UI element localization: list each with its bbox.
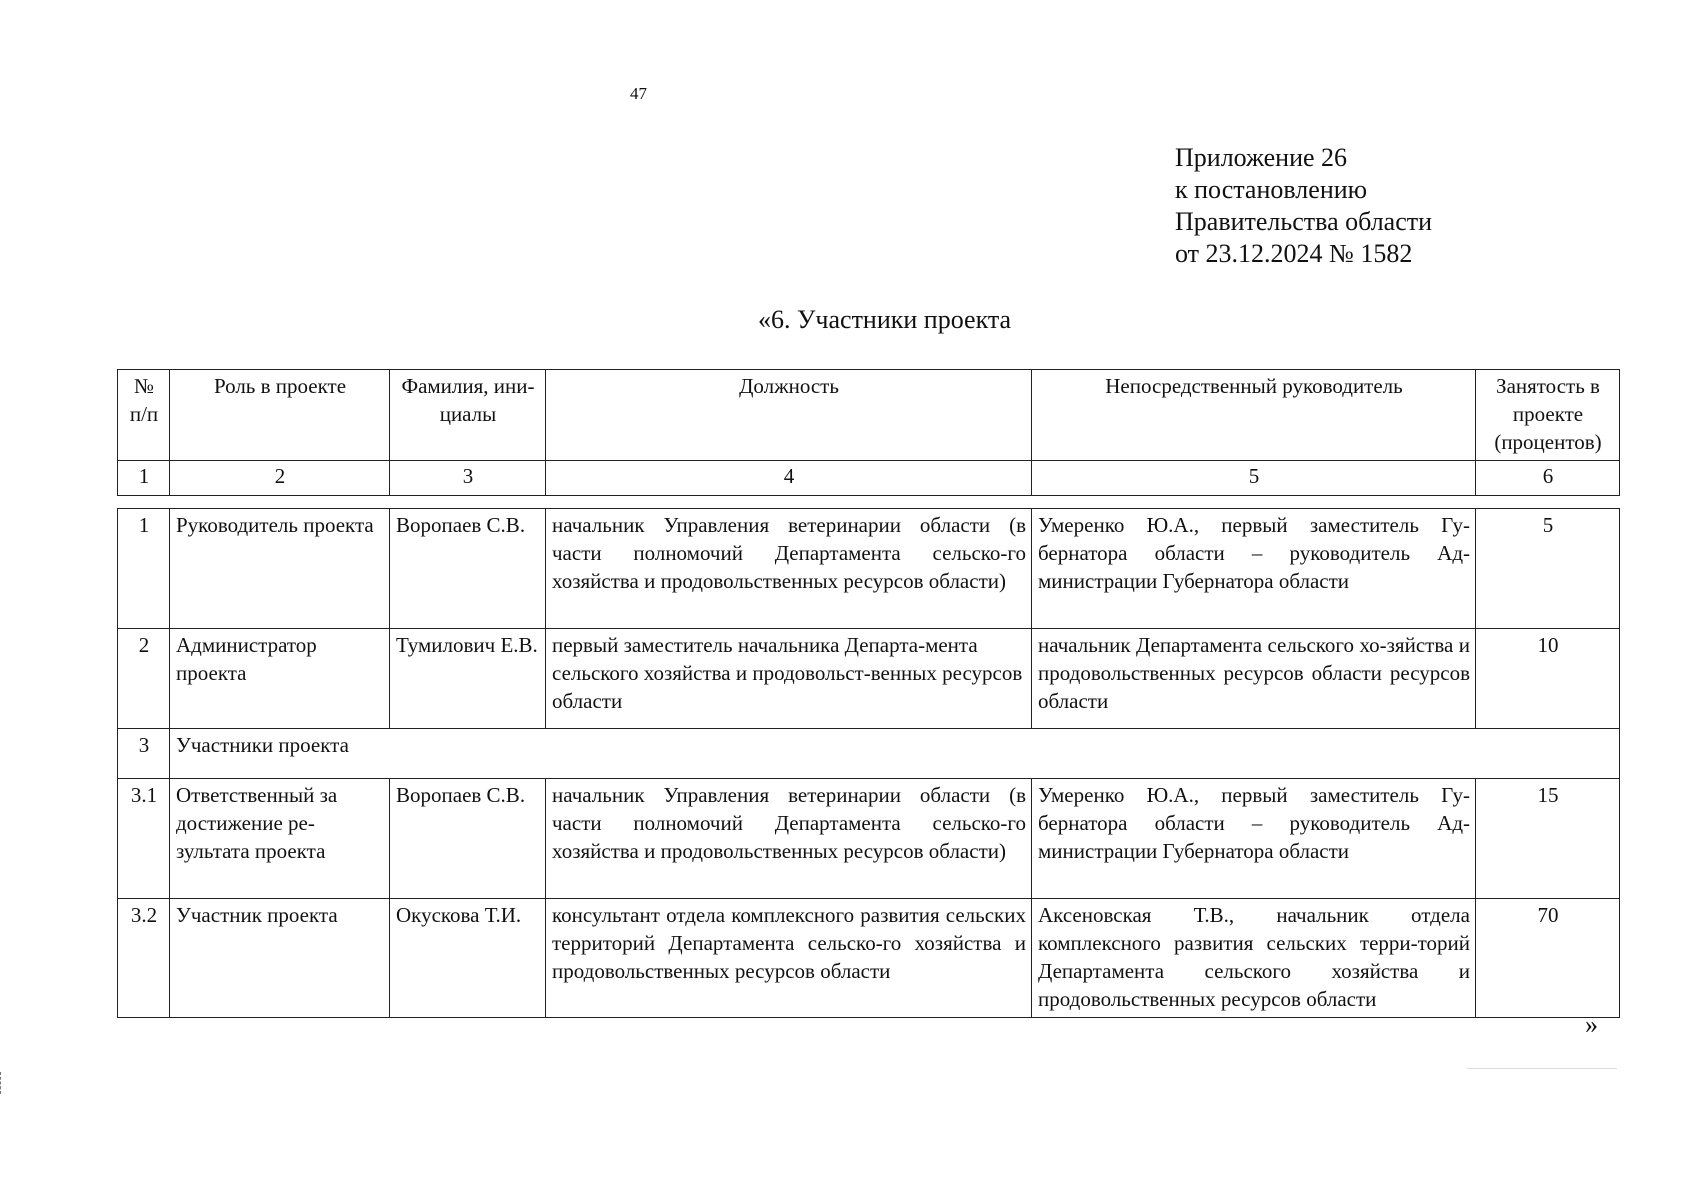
row-supervisor: Аксеновская Т.В., начальник отдела комплексного развития сельских терри-торий Департамента сельского хозяйства и продовольственных ресурсов области	[1032, 899, 1476, 1018]
appendix-reference	[1175, 142, 1432, 270]
page-number: 47	[630, 84, 647, 103]
row-supervisor: Умеренко Ю.А., первый заместитель Гу-бернатора области – руководитель Ад-министрации Губернатора области	[1032, 779, 1476, 899]
row-supervisor: Умеренко Ю.А., первый заместитель Гу-бернатора области – руководитель Ад-министрации Губернатора области	[1032, 509, 1476, 629]
appendix-line: Приложение 26	[1175, 143, 1348, 172]
participants-table	[117, 369, 1620, 1018]
scan-margin-mark	[0, 1072, 4, 1094]
row-role: Участник проекта	[170, 899, 390, 1018]
header-name: Фамилия, ини-циалы	[390, 370, 546, 461]
spacer-row	[118, 496, 1620, 509]
row-position: консультант отдела комплексного развития сельских территорий Департамента сельско-го хозяйства и продовольственных ресурсов области	[546, 899, 1032, 1018]
header-role: Роль в проекте	[170, 370, 390, 461]
row-role: Администратор проекта	[170, 629, 390, 729]
row-name: Тумилович Е.В.	[390, 629, 546, 729]
column-number: 1	[118, 461, 170, 496]
row-num: 2	[118, 629, 170, 729]
table-header-row	[118, 370, 1620, 461]
appendix-line: Правительства области	[1175, 207, 1433, 236]
row-name: Окускова Т.И.	[390, 899, 546, 1018]
row-role: Ответственный за достижение ре-зультата проекта	[170, 779, 390, 899]
row-position: первый заместитель начальника Департа-мента сельского хозяйства и продовольст-венных ресурсов области	[546, 629, 1032, 729]
table-row	[118, 779, 1620, 899]
row-employment: 15	[1476, 779, 1620, 899]
row-employment: 70	[1476, 899, 1620, 1018]
row-employment: 10	[1476, 629, 1620, 729]
group-row	[118, 729, 1620, 779]
column-number: 2	[170, 461, 390, 496]
row-num: 3.2	[118, 899, 170, 1018]
appendix-line: к постановлению	[1175, 175, 1368, 204]
column-number: 5	[1032, 461, 1476, 496]
row-supervisor: начальник Департамента сельского хо-зяйства и продовольственных ресурсов области ресурсов области	[1032, 629, 1476, 729]
row-role: Руководитель проекта	[170, 509, 390, 629]
row-name: Воропаев С.В.	[390, 509, 546, 629]
column-number: 4	[546, 461, 1032, 496]
row-num: 1	[118, 509, 170, 629]
header-supervisor: Непосредственный руководитель	[1032, 370, 1476, 461]
column-number-row	[118, 461, 1620, 496]
table-row	[118, 899, 1620, 1018]
row-num: 3.1	[118, 779, 170, 899]
header-num: № п/п	[118, 370, 170, 461]
header-employment: Занятость в проекте (процентов)	[1476, 370, 1620, 461]
header-position: Должность	[546, 370, 1032, 461]
column-number: 3	[390, 461, 546, 496]
scan-artifact-line	[1467, 1068, 1617, 1069]
table-row	[118, 509, 1620, 629]
group-label: Участники проекта	[170, 729, 1620, 779]
row-position: начальник Управления ветеринарии области (в части полномочий Департамента сельско-го хозяйства и продовольственных ресурсов области)	[546, 509, 1032, 629]
closing-quote: »	[1585, 1010, 1598, 1039]
section-title: «6. Участники проекта	[758, 305, 1012, 334]
table-row	[118, 629, 1620, 729]
appendix-line: от 23.12.2024 № 1582	[1175, 239, 1413, 268]
row-position: начальник Управления ветеринарии области (в части полномочий Департамента сельско-го хозяйства и продовольственных ресурсов области)	[546, 779, 1032, 899]
row-employment: 5	[1476, 509, 1620, 629]
row-name: Воропаев С.В.	[390, 779, 546, 899]
column-number: 6	[1476, 461, 1620, 496]
group-num: 3	[118, 729, 170, 779]
